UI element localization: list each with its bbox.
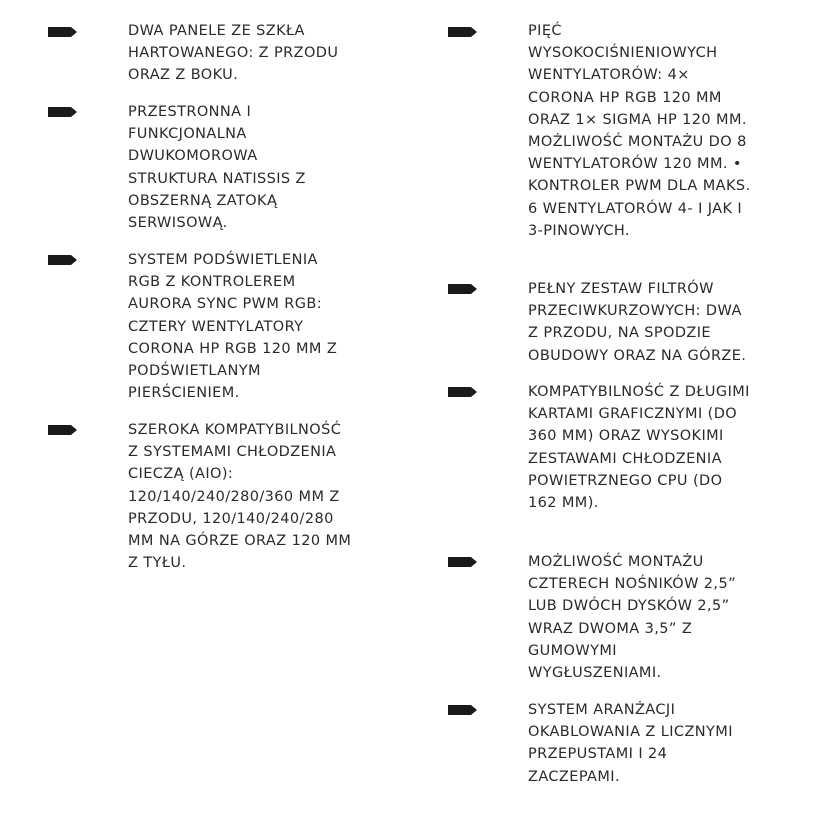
arrow-bullet-icon (448, 386, 478, 398)
arrow-bullet-icon (48, 424, 78, 436)
arrow-bullet-icon (48, 26, 78, 38)
arrow-bullet-icon (48, 254, 78, 266)
feature-text: SYSTEM ARANŻACJI OKABLOWANIA Z LICZNYMI PRZEPUSTAMI I 24 ZACZEPAMI. (528, 702, 733, 785)
feature-text: PIĘĆ WYSOKOCIŚNIENIOWYCH WENTYLATORÓW: 4× CORONA HP RGB 120 MM ORAZ 1× SIGMA HP 120 MM. MOŻLIWOŚĆ MONTAŻU DO 8 WENTYLATORÓW 120 MM. • KONTROLER PWM DLA MAKS. 6 WENTYLATORÓW 4- I JAK I 3-PINOWYCH. (528, 23, 751, 239)
feature-text: PRZESTRONNA I FUNKCJONALNA DWUKOMOROWA STRUKTURA NATISSIS Z OBSZERNĄ ZATOKĄ SERWISOWĄ. (128, 104, 306, 232)
feature-text: DWA PANELE ZE SZKŁA HARTOWANEGO: Z PRZODU ORAZ Z BOKU. (128, 23, 339, 84)
arrow-bullet-icon (448, 556, 478, 568)
feature-text: SYSTEM PODŚWIETLENIA RGB Z KONTROLEREM AURORA SYNC PWM RGB: CZTERY WENTYLATORY CORONA HP RGB 120 MM Z PODŚWIETLANYM PIERŚCIENIEM. (128, 252, 338, 402)
arrow-bullet-icon (448, 704, 478, 716)
arrow-bullet-icon (448, 283, 478, 295)
arrow-bullet-icon (48, 106, 78, 118)
feature-text: MOŻLIWOŚĆ MONTAŻU CZTERECH NOŚNIKÓW 2,5” LUB DWÓCH DYSKÓW 2,5” WRAZ DWOMA 3,5” Z GUMOWYMI WYGŁUSZENIAMI. (528, 554, 736, 682)
feature-text: KOMPATYBILNOŚĆ Z DŁUGIMI KARTAMI GRAFICZNYMI (DO 360 MM) ORAZ WYSOKIMI ZESTAWAMI CHŁODZENIA POWIETRZNEGO CPU (DO 162 MM). (528, 384, 750, 512)
feature-text: PEŁNY ZESTAW FILTRÓW PRZECIWKURZOWYCH: DWA Z PRZODU, NA SPODZIE OBUDOWY ORAZ NA GÓRZE. (528, 281, 747, 364)
feature-text: SZEROKA KOMPATYBILNOŚĆ Z SYSTEMAMI CHŁODZENIA CIECZĄ (AIO): 120/140/240/280/360 MM Z PRZODU, 120/140/240/280 MM NA GÓRZE ORAZ 120 MM Z TYŁU. (128, 422, 352, 572)
arrow-bullet-icon (448, 26, 478, 38)
